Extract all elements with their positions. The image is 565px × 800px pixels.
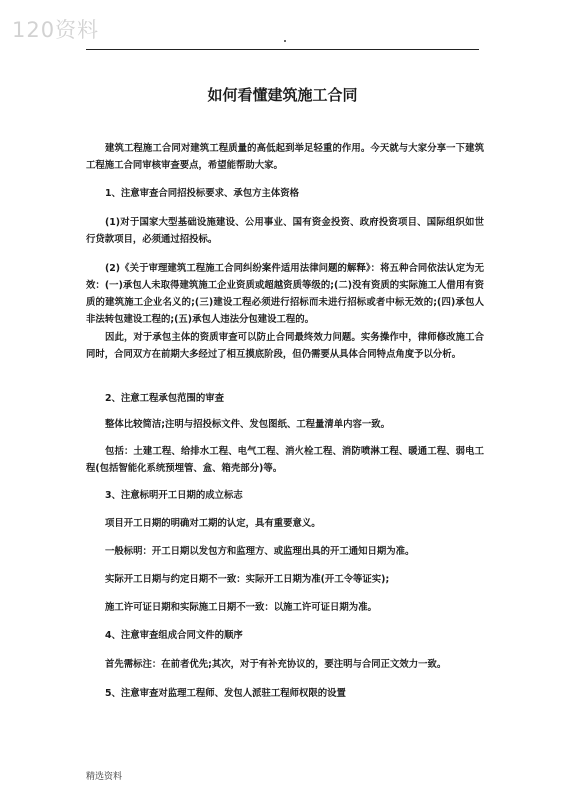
section-heading-4: 4、注意审查组成合同文件的顺序 bbox=[105, 630, 243, 641]
paragraph-1-2: (2)《关于审理建筑工程施工合同纠纷案件适用法律问题的解释》：将五种合同依法认定为无效：(一)承包人未取得建筑施工企业资质或超越资质等级的;(二)没有资质的实际施工人借用有资质的建筑施工企业名义的;(三)建设工程必须进行招标而未进行招标或者中标无效的;(四)承包人非法转包建设工程的;(五)承包人违法分包建设工程的。 bbox=[86, 263, 484, 325]
paragraph-3-1: 项目开工日期的明确对工期的认定，具有重要意义。 bbox=[105, 518, 321, 529]
paragraph-1-3: 因此，对于承包主体的资质审查可以防止合同最终效力问题。实务操作中，律师修改施工合同时，合同双方在前期大多经过了相互摸底阶段，但仍需要从具体合同特点角度予以分析。 bbox=[86, 332, 484, 360]
section-heading-5: 5、注意审查对监理工程师、发包人派驻工程师权限的设置 bbox=[105, 688, 346, 699]
section-heading-3: 3、注意标明开工日期的成立标志 bbox=[105, 490, 243, 501]
paragraph-2-1: 整体比较简洁;注明与招投标文件、发包图纸、工程量清单内容一致。 bbox=[105, 419, 391, 430]
paragraph-3-3: 实际开工日期与约定日期不一致：实际开工日期为准(开工令等证实); bbox=[105, 574, 390, 585]
intro-paragraph: 建筑工程施工合同对建筑工程质量的高低起到举足轻重的作用。今天就与大家分享一下建筑工程施工合同审核审查要点，希望能帮助大家。 bbox=[86, 143, 484, 171]
paragraph-3-2: 一般标明：开工日期以发包方和监理方、或监理出具的开工通知日期为准。 bbox=[105, 546, 415, 557]
paragraph-3-4: 施工许可证日期和实际施工日期不一致：以施工许可证日期为准。 bbox=[105, 602, 377, 613]
watermark-logo: 120资料 bbox=[12, 18, 100, 42]
header-dot bbox=[284, 40, 286, 42]
section-heading-1: 1、注意审查合同招投标要求、承包方主体资格 bbox=[105, 188, 300, 199]
header-rule bbox=[86, 49, 479, 50]
footer-label: 精选资料 bbox=[86, 772, 123, 782]
paragraph-2-2: 包括：土建工程、给排水工程、电气工程、消火栓工程、消防喷淋工程、暖通工程、弱电工程(包括智能化系统预埋管、盒、箱壳部分)等。 bbox=[86, 446, 484, 474]
document-title: 如何看懂建筑施工合同 bbox=[207, 86, 358, 104]
paragraph-4-1: 首先需标注：在前者优先;其次，对于有补充协议的，要注明与合同正文效力一致。 bbox=[105, 659, 447, 670]
section-heading-2: 2、注意工程承包范围的审查 bbox=[105, 393, 225, 404]
paragraph-1-1: (1)对于国家大型基础设施建设、公用事业、国有资金投资、政府投资项目、国际组织如世行贷款项目，必须通过招投标。 bbox=[86, 217, 484, 245]
